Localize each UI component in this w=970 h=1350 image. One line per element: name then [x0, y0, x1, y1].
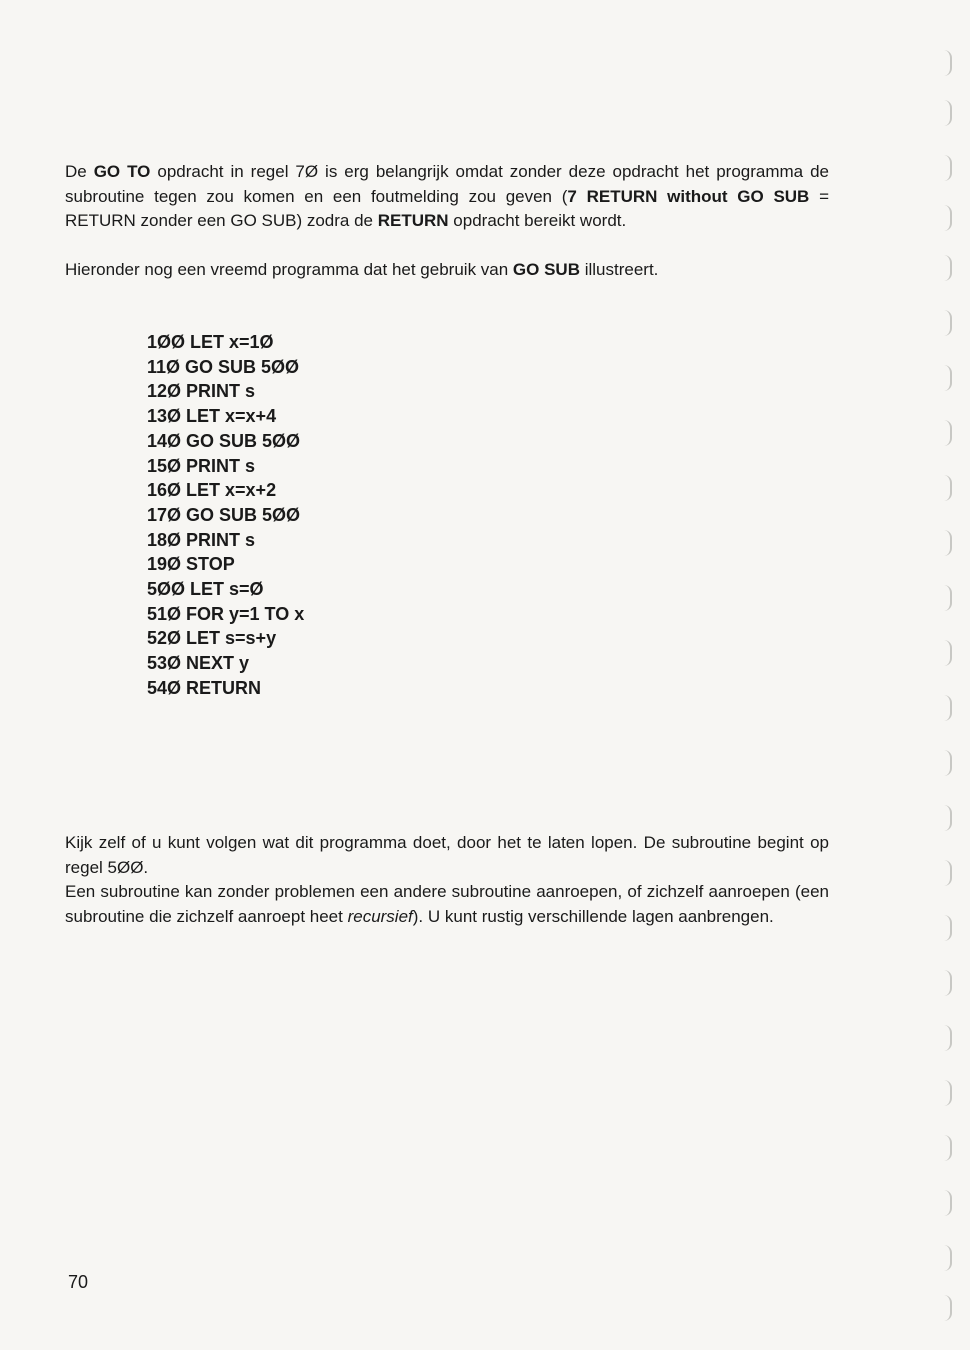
code-line: 5ØØ LET s=Ø: [147, 579, 264, 600]
program-listing: [147, 330, 304, 701]
code-line: 13Ø LET x=x+4: [147, 406, 277, 427]
keyword-goto: GO TO: [93, 162, 151, 181]
text: ). U kunt rustig verschillende lagen aanbrengen.: [412, 906, 774, 926]
page-number: 70: [68, 1272, 89, 1292]
code-line: 17Ø GO SUB 5ØØ: [147, 504, 301, 525]
code-line: 14Ø GO SUB 5ØØ: [147, 430, 301, 451]
code-line: 18Ø PRINT s: [147, 529, 256, 550]
text: Een subroutine kan zonder problemen een andere subroutine aanroepen, of zichzelf aanroepen (een subroutine die zichzelf aanroept heet: [65, 882, 829, 926]
code-line: 19Ø STOP: [147, 554, 235, 575]
binding-marks: [926, 40, 956, 1330]
text: De: [65, 162, 94, 181]
text: opdracht in regel 7Ø is erg belangrijk omdat zonder deze opdracht het programma de subroutine tegen zou komen en een foutmelding zou geven (: [65, 162, 829, 206]
text: Hieronder nog een vreemd programma dat het gebruik van: [65, 260, 513, 279]
error-message: 7 RETURN without GO SUB: [567, 186, 810, 206]
keyword-return: RETURN: [377, 211, 449, 230]
paragraph-try-program: Kijk zelf of u kunt volgen wat dit programma doet, door het te laten lopen. De subroutine begint op regel 5ØØ.: [65, 833, 829, 877]
code-line: 12Ø PRINT s: [147, 381, 256, 402]
paragraph-nested-subroutines: [65, 880, 829, 929]
keyword-gosub: GO SUB: [512, 260, 580, 279]
text: opdracht bereikt wordt.: [448, 211, 627, 230]
code-line: 51Ø FOR y=1 TO x: [147, 603, 305, 624]
text: illustreert.: [579, 260, 659, 279]
code-line: 15Ø PRINT s: [147, 455, 256, 476]
code-line: 54Ø RETURN: [147, 677, 262, 698]
paragraph-goto-explanation: [65, 160, 829, 234]
text: = RETURN zonder een GO SUB) zodra de: [65, 186, 829, 230]
code-line: 1ØØ LET x=1Ø: [147, 332, 274, 352]
code-line: 53Ø NEXT y: [147, 653, 250, 674]
paragraph-intro-program: [65, 258, 829, 283]
term-recursief: recursief: [347, 906, 413, 926]
code-line: 11Ø GO SUB 5ØØ: [147, 356, 300, 377]
code-line: 16Ø LET x=x+2: [147, 480, 277, 501]
code-line: 52Ø LET s=s+y: [147, 628, 277, 649]
